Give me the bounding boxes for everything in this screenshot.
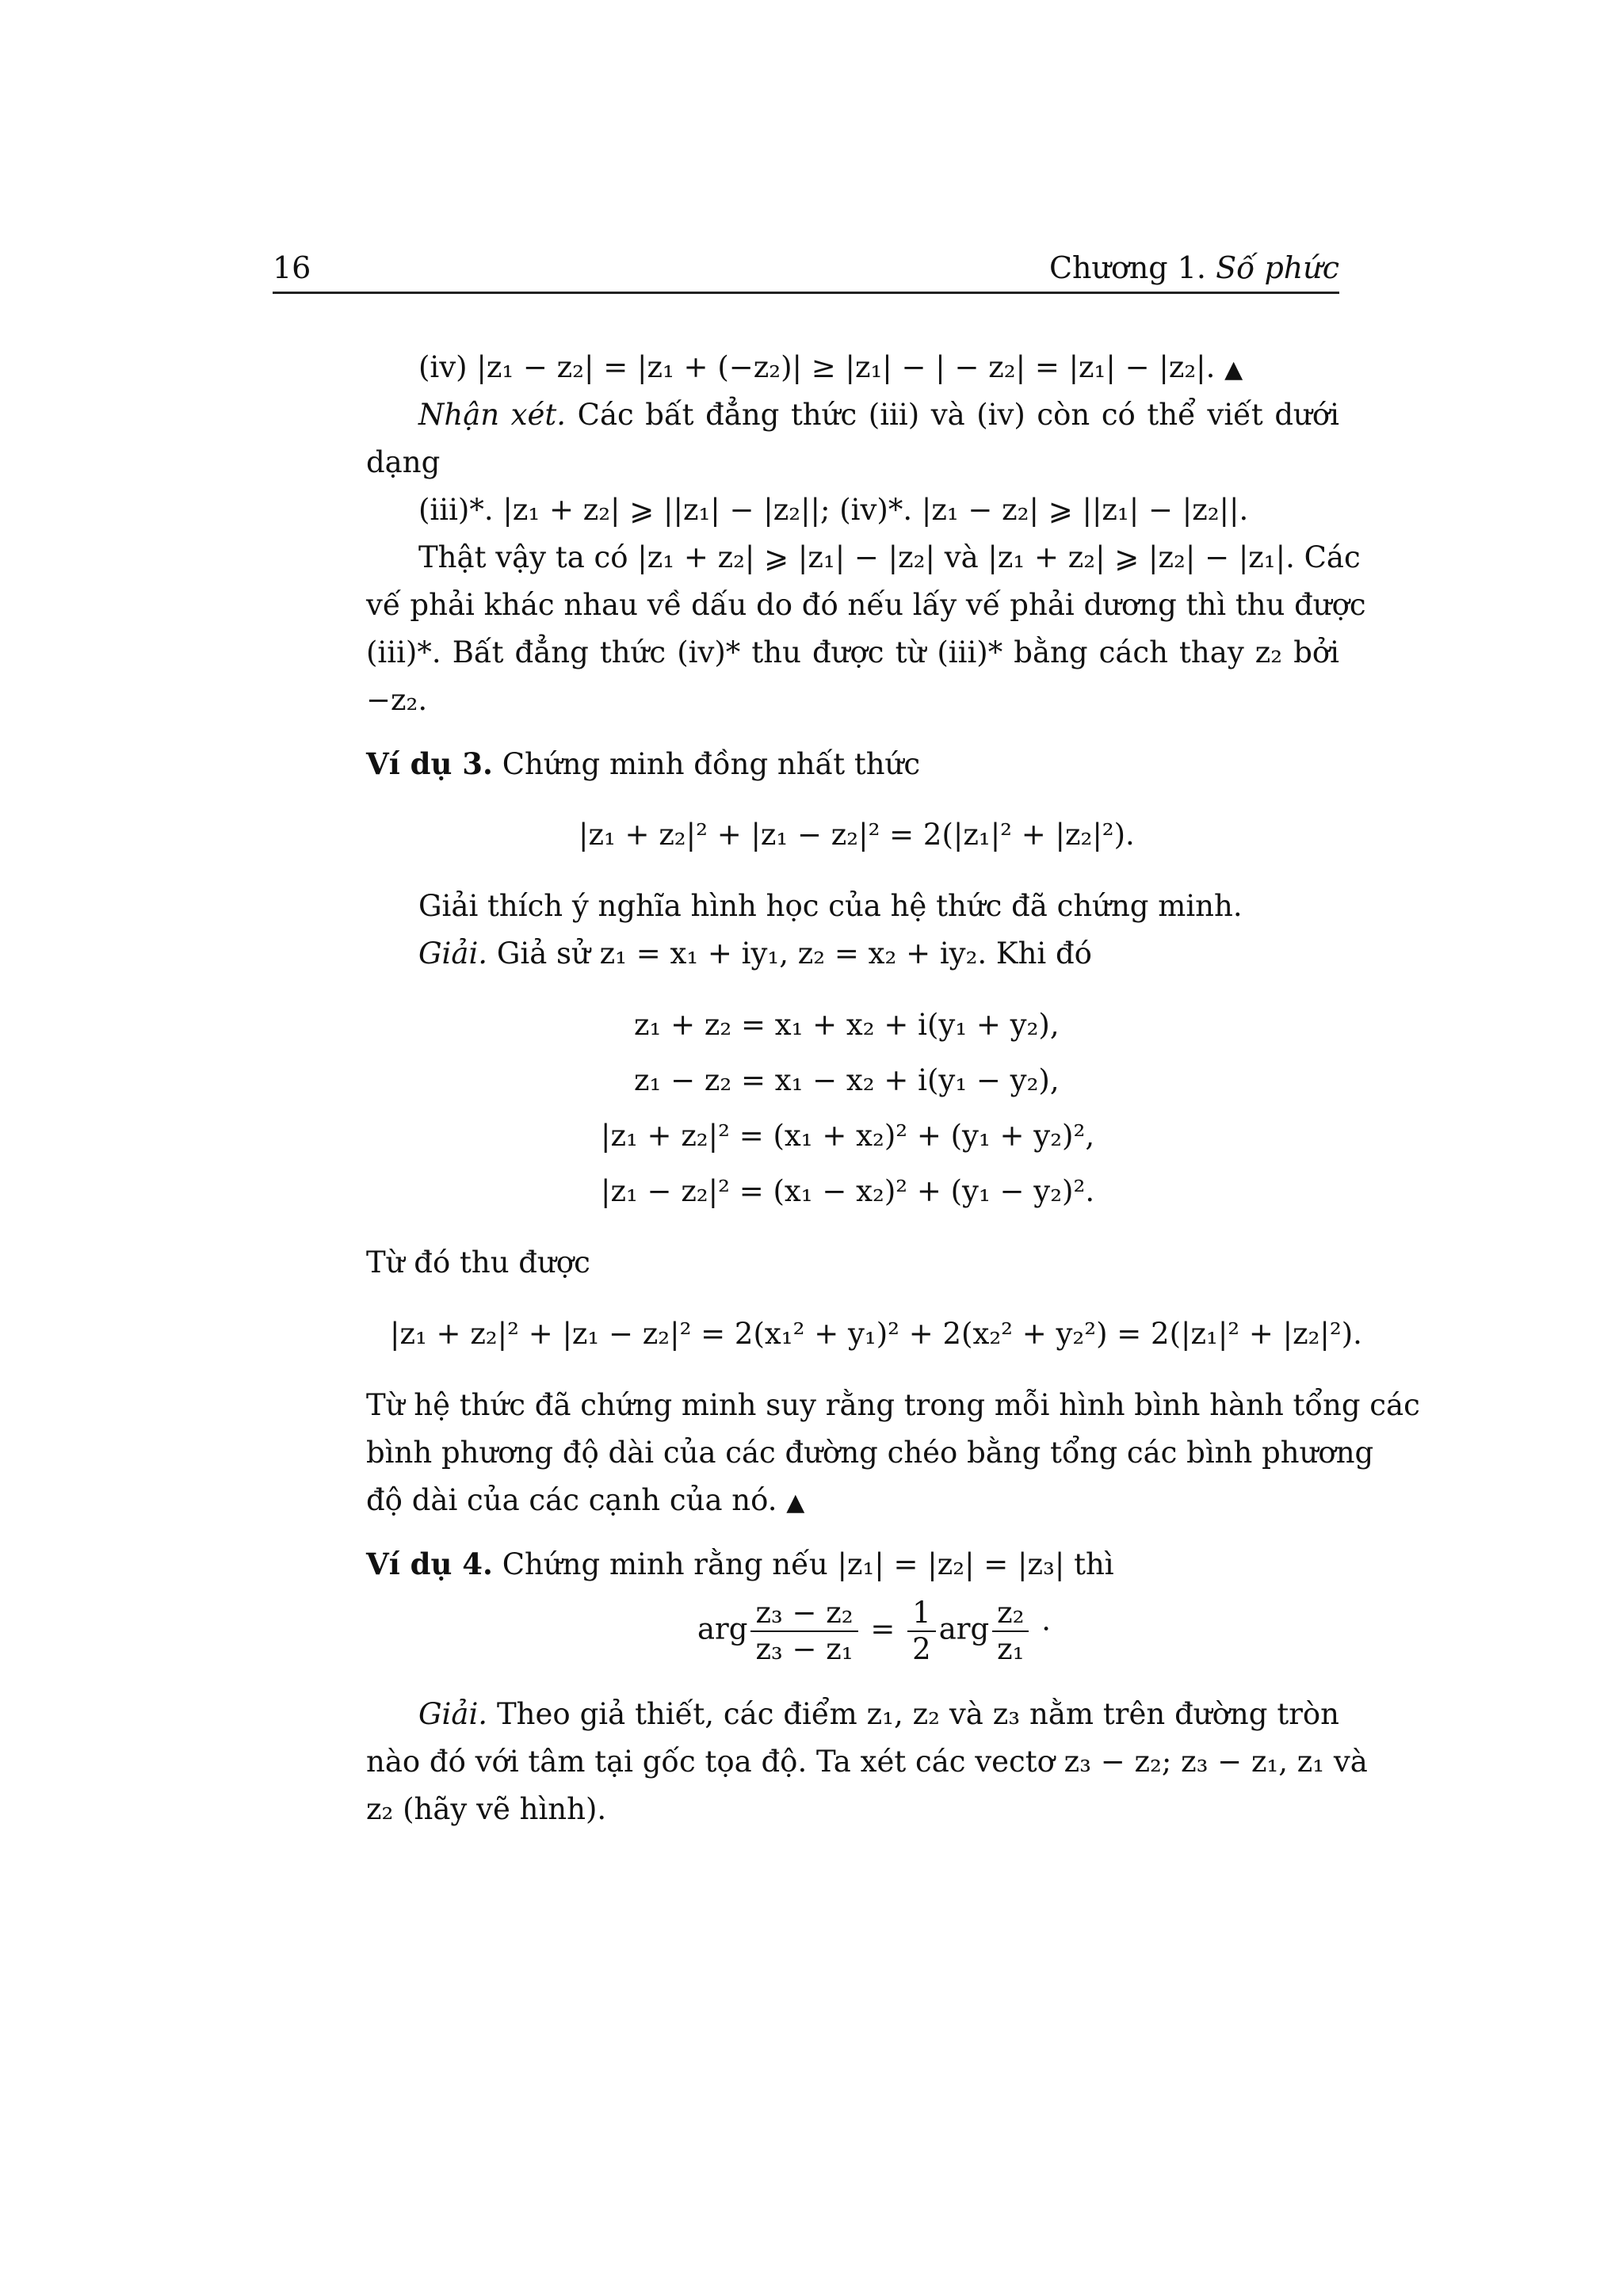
text-line: Giải thích ý nghĩa hình học của hệ thức đã chứng minh. — [418, 889, 1243, 923]
text-line: dạng — [366, 445, 441, 479]
text-line: vế phải khác nhau về dấu do đó nếu lấy vế phải dương thì thu được — [366, 588, 1366, 622]
page-header — [273, 252, 1339, 294]
text-line: Từ đó thu được — [366, 1245, 590, 1280]
chapter-title: Số phức — [1216, 250, 1339, 285]
fraction: $\frac{\text{z₂}}{\text{z₁}}$ — [992, 1596, 1029, 1667]
equation-result: |z₁ + z₂|² + |z₁ − z₂|² = 2(x₁² + y₁)² + 2(x₂² + y₂²) = 2(|z₁|² + |z₂|²). — [390, 1317, 1362, 1351]
running-title — [1049, 250, 1339, 285]
end-proof-mark: ▲ — [786, 1489, 805, 1516]
example-3-heading: Ví dụ 3. Chứng minh đồng nhất thức — [366, 746, 921, 781]
solution-label: Giải. — [418, 936, 488, 971]
text-line: (iii)*. Bất đẳng thức (iv)* thu được từ (iii)* bằng cách thay z₂ bởi — [366, 635, 1339, 669]
remark-label: Nhận xét. — [418, 398, 567, 432]
text-line: Thật vậy ta có |z₁ + z₂| ⩾ |z₁| − |z₂| và |z₁ + z₂| ⩾ |z₂| − |z₁|. Các — [418, 540, 1361, 574]
example-label: Ví dụ 3. — [366, 746, 493, 781]
end-proof-mark: ▲ — [1224, 356, 1243, 383]
chapter-label: Chương 1. — [1048, 250, 1206, 285]
example-label: Ví dụ 4. — [366, 1547, 493, 1581]
equation-sum-sq: |z₁ + z₂|² = (x₁ + x₂)² + (y₁ + y₂)², — [601, 1119, 1095, 1153]
solution-line: Giải. Theo giả thiết, các điểm z₁, z₂ và z₃ nằm trên đường tròn — [418, 1697, 1339, 1731]
equation-identity: |z₁ + z₂|² + |z₁ − z₂|² = 2(|z₁|² + |z₂|²). — [579, 818, 1135, 852]
equation-arg: arg $\frac{\text{z₃ − z₂}}{\text{z₃ − z₁}}$ = $\frac{1}{2}$ arg $\frac{\text{z₂}}{\text{z₁}}$ · — [697, 1596, 1052, 1666]
equation-diff: z₁ − z₂ = x₁ − x₂ + i(y₁ − y₂), — [634, 1063, 1060, 1097]
line-iv: (iv) |z₁ − z₂| = |z₁ + (−z₂)| ≥ |z₁| − | − z₂| = |z₁| − |z₂|. ▲ — [418, 350, 1243, 384]
remark-line: Nhận xét. Các bất đẳng thức (iii) và (iv) còn có thể viết dưới — [418, 398, 1339, 432]
solution-label: Giải. — [418, 1697, 488, 1731]
text-line: Từ hệ thức đã chứng minh suy rằng trong mỗi hình bình hành tổng các — [366, 1388, 1420, 1422]
text-line: z₂ (hãy vẽ hình). — [366, 1792, 607, 1826]
text-line: −z₂. — [366, 683, 428, 717]
equation-diff-sq: |z₁ − z₂|² = (x₁ − x₂)² + (y₁ − y₂)². — [601, 1174, 1095, 1208]
example-4-heading: Ví dụ 4. Chứng minh rằng nếu |z₁| = |z₂| = |z₃| thì — [366, 1547, 1114, 1581]
solution-line: Giải. Giả sử z₁ = x₁ + iy₁, z₂ = x₂ + iy₂. Khi đó — [418, 936, 1092, 971]
fraction: $\frac{\text{z₃ − z₂}}{\text{z₃ − z₁}}$ — [750, 1596, 857, 1667]
inequality-line: (iii)*. |z₁ + z₂| ⩾ ||z₁| − |z₂||; (iv)*. |z₁ − z₂| ⩾ ||z₁| − |z₂||. — [418, 493, 1249, 527]
fraction: $\frac{1}{2}$ — [907, 1596, 936, 1667]
text-line: độ dài của các cạnh của nó. ▲ — [366, 1483, 805, 1517]
text-line: nào đó với tâm tại gốc tọa độ. Ta xét các vectơ z₃ − z₂; z₃ − z₁, z₁ và — [366, 1745, 1368, 1779]
equation-sum: z₁ + z₂ = x₁ + x₂ + i(y₁ + y₂), — [634, 1008, 1060, 1042]
page-number: 16 — [273, 250, 311, 285]
text-line: bình phương độ dài của các đường chéo bằng tổng các bình phương — [366, 1436, 1374, 1470]
